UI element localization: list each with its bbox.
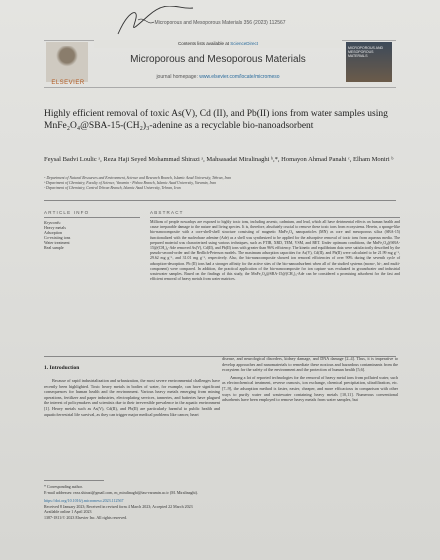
article-title: Highly efficient removal of toxic As(V), Cd (II), and Pb(II) ions from water samples using MnFe₂O₄@SBA-15-(CH₂)₃-adenine as a recyclable bio-nanoadsorbent <box>44 109 388 131</box>
publisher-name: ELSEVIER <box>51 80 85 86</box>
divider <box>44 200 396 201</box>
article-info-heading: ARTICLE INFO <box>44 210 90 215</box>
journal-reference: Microporous and Mesoporous Materials 356 (2023) 112567 <box>154 20 286 26</box>
journal-homepage-link[interactable]: www.elsevier.com/locate/micromeso <box>199 74 280 80</box>
keywords-block <box>44 220 134 250</box>
email-addresses: E-mail addresses: reza.shirazi@gmail.com, m_miralinaghi@iau-varamin.ac.ir (M. Miralinaghi). <box>44 489 198 495</box>
keyword: Adsorption <box>44 230 62 235</box>
intro-paragraph: Because of rapid industrialization and urbanization, the most severe environmental challenges have recently been highlighted. Toxic heavy metals in bodies of water, for example, can have significant consequences for human health and the environment. Various heavy metals emerging from mining operations, fertilizer and paper industries, electroplating services, tanneries, and batteries have plagued the interest of policymakers and scientists due to their irreversible prevalence in the aquatic environment [1]. Heavy metals such as As(V), Cd(II), and Pb(II) are particularly harmful to public health and aquatic/terrestrial life survival, as they can trigger major medical problems like cancer, heart <box>44 378 220 417</box>
contents-available: Contents lists available at ScienceDirect <box>94 40 342 48</box>
sciencedirect-link[interactable]: ScienceDirect <box>230 41 259 46</box>
keyword: Heavy metals <box>44 225 66 230</box>
affiliation-b: ᵇ Department of Chemistry, Faculty of Science, Varamin - Pishva Branch, Islamic Azad University, Varamin, Iran <box>44 181 216 185</box>
affiliation-a: ᵃ Department of Natural Resources and Environment, Science and Research Branch, Islamic Azad University, Tehran, Iran <box>44 176 232 180</box>
intro-left-column <box>44 378 220 419</box>
introduction-heading: 1. Introduction <box>44 365 80 371</box>
copyright: 1387-1811/© 2023 Elsevier Inc. All rights reserved. <box>44 514 128 520</box>
available-online: Available online 1 April 2023 <box>44 509 92 515</box>
abstract-text: Millions of people nowadays are exposed to highly toxic ions, including arsenic, cadmium, and lead, which all have detrimental effects on human health and cause irreparable damage to the nature and living species. It is, therefore, absolutely crucial to remove these toxic ions from ecosystems. Herein, a sponge-like bio-nanocomposite with a core-shell-shell structure consisting of magnetic MnFe₂O₄ nanoparticles (MN) as core and mesoporous silica (SBA-15) functionalized with the nucleobase adenine (Ade) as a shell was synthesized to be applied for the adsorptive removal of toxic ions from aqueous media. The prepared material was characterized using various techniques, such as FTIR, XRD, TEM, VSM, and BET. Under optimum conditions, the MnFe₂O₄@SBA-15@(CH₂)₃-Ade removed As(V), Cd(II), and Pb(II) ions with greater than 96% efficiency. The kinetic and equilibrium data were satisfactorily described by the pseudo-second-order and the Redlich-Peterson models. The maximum adsorption capacities for As(V), Cd(II), and Pb(II) were calculated to be 21.99 mg g⁻¹, 29.62 mg g⁻¹, and 31.01 mg g⁻¹, respectively. Also, the bio-nanocomposite showed ion removal efficiencies of over 90% during the seventh cycle of adsorption-desorption. Pb (II) ions had a stronger affinity for the active sites of the bio-nanoadsorbent when all of the studied systems (mono-, bi-, and multi-component) were compared. In addition, the practical application of the bio-nanocomposite for ion capture was evaluated in groundwater and industrial wastewater samples. Based on the findings of this study, the MnFe₂O₄@SBA-15@(CH₂)₃-Ade can be considered a promising adsorbent for the fast and efficient removal of heavy metals from water matrices. <box>150 220 400 282</box>
footnote-rule <box>44 480 104 481</box>
divider <box>150 217 400 218</box>
cover-title: MICROPOROUS AND MESOPOROUS MATERIALS <box>348 46 384 58</box>
intro-paragraph: disease, and neurological disorders, kidney damage, and DNA damage [2–4]. Thus, it is imperative to develop approaches and nanomaterials to remediate these noxious and hazardous contaminants from the ecosystem for the safety of the environment and the protection of human health [5,6]. <box>222 356 398 373</box>
intro-paragraph: Among a lot of reported technologies for the removal of heavy metal ions from polluted water, such as electrochemical treatment, reverse osmosis, ion exchange, chemical precipitation, ultrafiltration, etc. [7–9], the adsorption method is faster, easier, cheaper, and more efficacious in comparison with other ways to purify water and wastewater containing heavy metals [10,11]. Numerous conventional adsorbents have been employed to remove heavy metals from water samples, but <box>222 374 398 403</box>
author-list: Feysal Badvi Loulic ᵃ, Reza Haji Seyed Mohammad Shirazi ᵃ, Mahsasadat Miralinaghi ᵇ,*, Homayon Ahmad Panahi ᶜ, Elham Moniri ᵇ <box>44 156 394 163</box>
doi-link[interactable]: https://doi.org/10.1016/j.micromeso.2023.112567 <box>44 498 124 504</box>
keywords-label: Keywords: <box>44 220 62 225</box>
abstract-heading: ABSTRACT <box>150 210 184 215</box>
journal-title: Microporous and Mesoporous Materials <box>130 54 306 65</box>
corresponding-author-note: * Corresponding author. <box>44 484 83 489</box>
keyword: Water treatment <box>44 240 70 245</box>
journal-homepage: journal homepage: www.elsevier.com/locate/micromeso <box>156 74 280 80</box>
elsevier-tree-logo <box>46 42 88 82</box>
keyword: Co-existing ions <box>44 235 71 240</box>
divider <box>44 217 140 218</box>
keyword: Real sample <box>44 245 64 250</box>
affiliation-c: ᶜ Department of Chemistry, Central Tehran Branch, Islamic Azad University, Tehran, Iran <box>44 186 181 190</box>
journal-cover-image <box>346 42 392 82</box>
affiliations <box>44 176 404 191</box>
article-footer <box>44 480 396 521</box>
received-dates: Received 8 January 2023; Received in revised form 4 March 2023; Accepted 22 March 2023 <box>44 503 193 509</box>
intro-right-column <box>222 356 398 405</box>
